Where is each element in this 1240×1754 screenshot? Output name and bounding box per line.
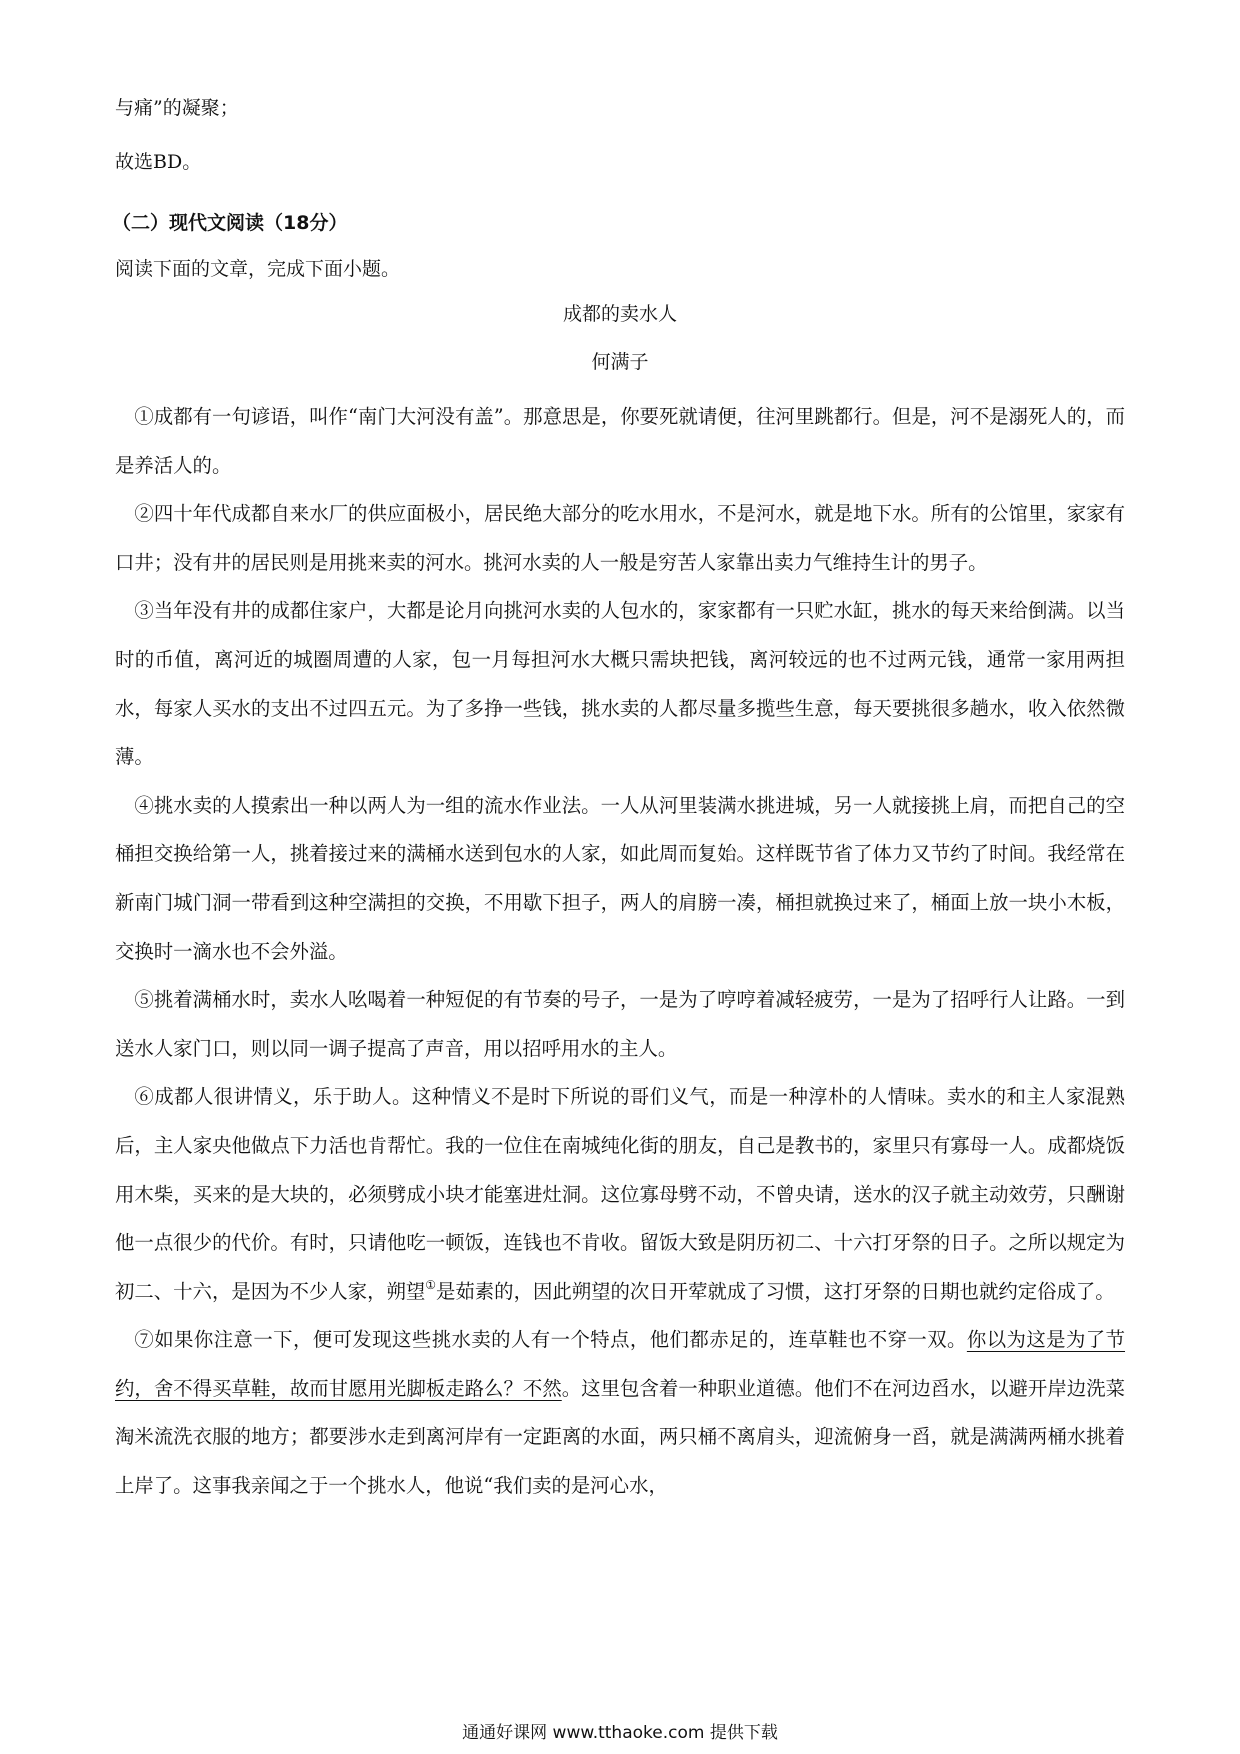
article-author: 何满子 [591, 351, 649, 373]
paragraph-1: ①成都有一句谚语，叫作“南门大河没有盖”。那意思是，你要死就请便，往河里跳都行。但是，河不是溺死人的，而是养活人的。 [115, 405, 1125, 477]
paragraph-7 [115, 1316, 1125, 1510]
paragraph-3: ③当年没有井的成都住家户，大都是论月向挑河水卖的人包水的，家家都有一只贮水缸，挑水的每天来给倒满。以当时的币值，离河近的城圈周遭的人家，包一月每担河水大概只需块把钱，离河较远的也不过两元钱，通常一家用两担水，每家人买水的支出不过四五元。为了多挣一些钱，挑水卖的人都尽量多揽些生意，每天要挑很多趟水，收入依然微薄。 [115, 599, 1125, 769]
reading-instruction: 阅读下面的文章，完成下面小题。 [115, 258, 401, 280]
article-body [115, 393, 1125, 1511]
paragraph-2: ②四十年代成都自来水厂的供应面极小，居民绝大部分的吃水用水，不是河水，就是地下水。所有的公馆里，家家有口井；没有井的居民则是用挑来卖的河水。挑河水卖的人一般是穷苦人家靠出卖力气维持生计的男子。 [115, 502, 1125, 574]
paragraph-5: ⑤挑着满桶水时，卖水人吆喝着一种短促的有节奏的号子，一是为了哼哼着减轻疲劳，一是为了招呼行人让路。一到送水人家门口，则以同一调子提高了声音，用以招呼用水的主人。 [115, 988, 1125, 1060]
paragraph-6-text-a: ⑥成都人很讲情义，乐于助人。这种情义不是时下所说的哥们义气，而是一种淳朴的人情味。卖水的和主人家混熟后，主人家央他做点下力活也肯帮忙。我的一位住在南城纯化街的朋友，自己是教书的，家里只有寡母一人。成都烧饭用木柴，买来的是大块的，必须劈成小块才能塞进灶洞。这位寡母劈不动，不曾央请，送水的汉子就主动效劳，只酬谢他一点很少的代价。有时，只请他吃一顿饭，连钱也不肯收。留饭大致是阴历初二、十六打牙祭的日子。之所以规定为初二、十六，是因为不少人家，朔望 [115, 1085, 1125, 1303]
footnote-marker: ① [425, 1277, 437, 1292]
underlined-sentence: 你以为这是为了节约，舍不得买草鞋，故而甘愿用光脚板走路么？不然 [115, 1328, 1126, 1400]
paragraph-6-text-b: 是茹素的，因此朔望的次日开荤就成了习惯，这打牙祭的日期也就约定俗成了。 [436, 1279, 1115, 1303]
previous-answer-choice: 故选BD。 [115, 151, 202, 173]
paragraph-7-text-b: 。这里包含着一种职业道德。他们不在河边舀水，以避开岸边洗菜淘米流洗衣服的地方；都要涉水走到离河岸有一定距离的水面，两只桶不离肩头，迎流俯身一舀，就是满满两桶水挑着上岸了。这事我亲闻之于一个挑水人，他说“我们卖的是河心水， [115, 1376, 1126, 1498]
previous-answer-line: 与痛”的凝聚； [115, 97, 239, 119]
section-heading: （二）现代文阅读（18分） [112, 212, 348, 234]
paragraph-7-text-a: ⑦如果你注意一下，便可发现这些挑水卖的人有一个特点，他们都赤足的，连草鞋也不穿一双。 [134, 1328, 967, 1352]
article-title: 成都的卖水人 [562, 303, 677, 325]
page-footer: 通通好课网 www.tthaoke.com 提供下载 [462, 1723, 778, 1743]
paragraph-6 [115, 1073, 1125, 1316]
paragraph-4: ④挑水卖的人摸索出一种以两人为一组的流水作业法。一人从河里装满水挑进城，另一人就接挑上肩，而把自己的空桶担交换给第一人，挑着接过来的满桶水送到包水的人家，如此周而复始。这样既节省了体力又节约了时间。我经常在新南门城门洞一带看到这种空满担的交换，不用歇下担子，两人的肩膀一凑，桶担就换过来了，桶面上放一块小木板，交换时一滴水也不会外溢。 [115, 793, 1125, 963]
